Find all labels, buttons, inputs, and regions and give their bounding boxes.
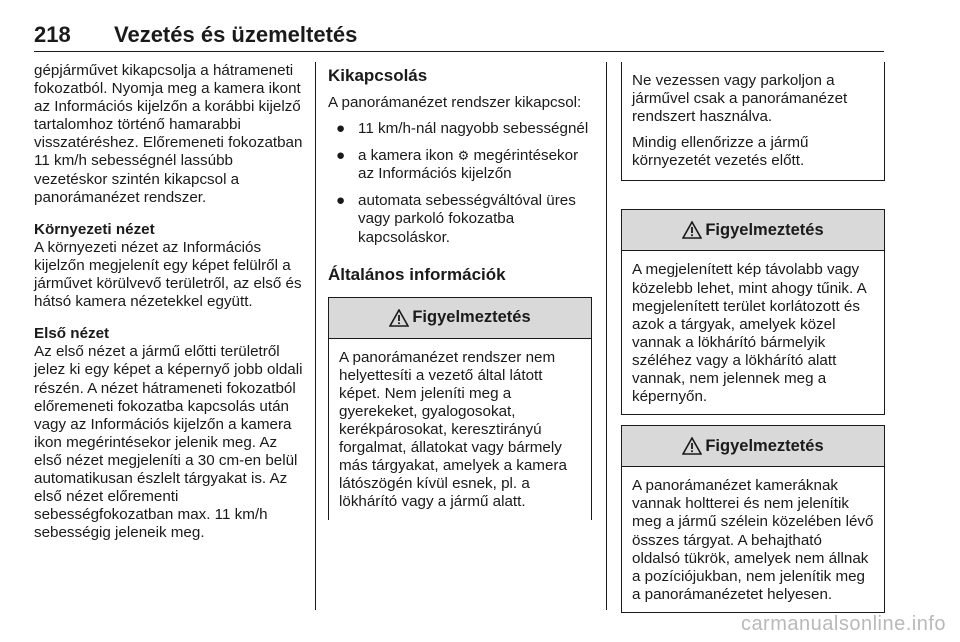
warning-box-2 — [621, 209, 885, 415]
warning-text: A panorámanézet rendszer nem helyettesíti a vezető által látott képet. Nem jeleníti meg a gyerekeket, gyalogosokat, kerékpárosokat, keresztirányú forgalmat, állatokat vagy bármely más tárgyakat, amelyek a kamera látószögén kívül esnek, pl. a lökhárító vagy a jármű alatt. — [339, 348, 567, 511]
general-info-heading: Általános információk — [328, 264, 506, 284]
intro-paragraph: gépjárművet kikapcsolja a hátrameneti fokozatból. Nyomja meg a kamera ikont az Információs kijelzőn a korábbi kijelző tartalomhoz történő hamarabbi visszatéréshez. Előremeneti fokozatban 11 km/h sebességnél lassúbb vezetéskor szintén kikapcsol a panorámanézet rendszer. — [34, 62, 303, 206]
warning-box-1 — [328, 297, 592, 520]
warning-text: A panorámanézet kameráknak vannak holtterei és nem jelenítik meg a jármű szélein közelében lévő összes tárgyat. A behajtható oldalsó tükrök, amelyek nem állnak a pozíciójukban, nem jelenítik meg a panorámanézetet helyesen. — [632, 477, 874, 603]
environment-view-section — [34, 221, 304, 311]
column-1 — [34, 62, 304, 556]
warning-header — [329, 298, 591, 339]
watermark: carmanualsonline.info — [740, 613, 946, 635]
warning-triangle-icon — [682, 437, 702, 455]
warning-text: A megjelenített kép távolabb vagy közelebb lehet, mint ahogy tűnik. A megjelenített terület korlátozott és azok a tárgyak, amelyek közel vannak a lökhárító bármelyik széléhez vagy a lökhárító alatt vannak, nem jelennek meg a képernyőn. — [632, 261, 866, 406]
front-view-section — [34, 325, 304, 542]
switch-off-intro: A panorámanézet rendszer kikapcsol: — [328, 94, 582, 111]
warning-header — [622, 426, 884, 467]
list-item: ● 11 km/h-nál nagyobb sebességnél — [336, 120, 589, 138]
switch-off-list — [328, 120, 592, 247]
page-number: 218 — [34, 22, 71, 47]
warning-triangle-icon — [389, 309, 409, 327]
front-view-title: Első nézet — [34, 325, 110, 343]
bullet-icon: ● — [336, 120, 346, 138]
warning-box-3 — [621, 425, 885, 613]
note-paragraph-1: Ne vezessen vagy parkoljon a járművel csak a panorámanézet rendszert használva. — [632, 72, 848, 126]
warning-continuation — [621, 62, 885, 181]
warning-title: Figyelmeztetés — [412, 308, 531, 327]
switch-off-heading: Kikapcsolás — [328, 66, 428, 85]
warning-title: Figyelmeztetés — [705, 436, 824, 455]
note-paragraph-2: Mindig ellenőrizze a jármű környezetét vezetés előtt. — [632, 134, 809, 170]
camera-icon: ⚙ — [457, 148, 470, 164]
bullet-icon: ● — [336, 147, 346, 165]
list-item: ● automata sebességváltóval üres vagy parkoló fokozatba kapcsoláskor. — [336, 192, 576, 246]
page-header — [34, 18, 884, 52]
bullet-icon: ● — [336, 192, 346, 210]
list-item: ● a kamera ikon ⚙ megérintésekor az Információs kijelzőn — [336, 147, 579, 183]
page-title: Vezetés és üzemeltetés — [114, 22, 358, 47]
warning-title: Figyelmeztetés — [705, 220, 824, 239]
column-2 — [328, 62, 592, 520]
column-3 — [621, 62, 885, 613]
warning-header — [622, 210, 884, 251]
front-view-text: Az első nézet a jármű előtti területről jelez ki egy képet a képernyő jobb oldali részén. A nézet hátrameneti fokozatból előremeneti fokozatba kapcsolás után vagy az Információs kijelzőn a kamera ikon megérintésekor jelenik meg. Az első nézet megjeleníti a 30 cm-en belül automatikusan észlelt tárgyakat is. Az első nézet előrementi sebességfokozatban max. 11 km/h sebességig jeleneik meg. — [34, 343, 303, 542]
column-divider-1 — [315, 62, 316, 610]
environment-view-text: A környezeti nézet az Információs kijelzőn megjelenít egy képet felülről a járművet körülvevő területről, az első és hátsó kamera nézetekkel együtt. — [34, 238, 302, 311]
environment-view-title: Környezeti nézet — [34, 220, 155, 238]
warning-triangle-icon — [682, 221, 702, 239]
column-divider-2 — [606, 62, 607, 610]
